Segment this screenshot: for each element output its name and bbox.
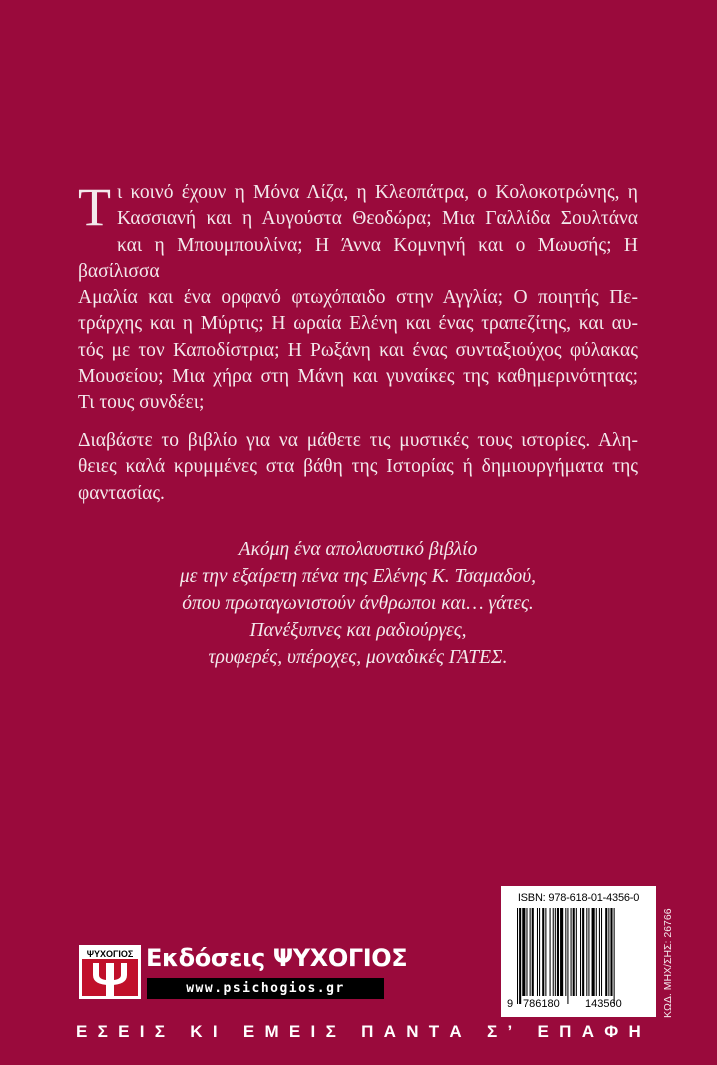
barcode-bar (580, 908, 581, 996)
barcode-bar (553, 908, 554, 996)
barcode-bar (555, 908, 556, 996)
text-line: θειες καλά κρυμμένες στα βάθη της Ιστορίας ή δημιουργήματα της (78, 456, 638, 478)
barcode-bar (614, 908, 615, 1004)
slogan-letter: Π (559, 1022, 572, 1041)
barcode-bar (601, 908, 602, 996)
slogan-letter (523, 1022, 528, 1042)
slogan-letter: Σ (154, 1022, 165, 1041)
text-line: Διαβάστε το βιβλίο για να μάθετε τις μυστικές τους ιστορίες. Αλη- (78, 430, 638, 451)
slogan-letter: Ε (76, 1022, 88, 1041)
barcode-bar (573, 908, 575, 996)
slogan-letter: Α (449, 1022, 462, 1041)
tagline-line: όπου πρωταγωνιστούν άνθρωποι και… γάτες. (182, 593, 534, 614)
barcode-bar (565, 908, 566, 996)
text-line: φαντασίας. (78, 482, 165, 504)
slogan-letter: Σ (487, 1022, 498, 1041)
barcode-digit-group-1: 786180 (523, 998, 560, 1010)
slogan-letter: Σ (97, 1022, 108, 1041)
barcode-bar (588, 908, 589, 996)
slogan-letter: Α (581, 1022, 594, 1041)
barcode-bar (539, 908, 540, 996)
slogan-letter (472, 1022, 477, 1042)
text-line: Μουσείου; Μια χήρα στη Μάνη και γυναίκες της καθημερινότητας; (78, 366, 638, 388)
slogan-letter: Μ (264, 1022, 279, 1041)
slogan-letter: Κ (190, 1022, 203, 1041)
text-line: Τι τους συνδέει; (78, 392, 205, 414)
barcode-bar (542, 908, 544, 996)
barcode-bar (532, 908, 534, 996)
slogan-letter: Ε (288, 1022, 301, 1041)
slogan-letter (346, 1022, 351, 1042)
barcode-bar (608, 908, 609, 996)
slogan-letter: Π (361, 1022, 374, 1041)
slogan-letter: Ι (310, 1022, 316, 1041)
barcode-bar (526, 908, 527, 996)
barcode-bar (592, 908, 595, 996)
publisher-name: Εκδόσεις ΨΥΧΟΓΙΟΣ (146, 944, 408, 972)
slogan-letter: ’ (507, 1022, 513, 1041)
barcode-bar (576, 908, 577, 996)
barcode-bar (582, 908, 584, 996)
barcode-bar (545, 908, 546, 996)
barcode-bar (530, 908, 531, 996)
text-line: Αμαλία και ένα ορφανό φτωχόπαιδο στην Αγγλία; Ο ποιητής Πε- (78, 287, 638, 309)
slogan-letter: Τ (428, 1022, 440, 1041)
tagline-line: Πανέξυπνες και ραδιούργες, (249, 620, 467, 641)
text-line: τός με τον Καποδίστρια; Η Ρωξάνη και ένας συνταξιούχος φύλακας (78, 339, 638, 361)
slogan-letter: Α (383, 1022, 396, 1041)
barcode-bar (586, 908, 587, 996)
barcode-bar (550, 908, 551, 996)
barcode-bar (567, 908, 568, 1004)
slogan-letter (175, 1022, 180, 1042)
tagline-line: Ακόμη ένα απολαυστικό βιβλίο (238, 539, 478, 560)
dropcap: T (78, 177, 111, 237)
slogan-letter: Ι (139, 1022, 145, 1041)
isbn-label: ISBN: 978-618-01-4356-0 (517, 892, 640, 904)
description-paragraph-2 (78, 428, 638, 507)
barcode-bar (610, 908, 612, 996)
barcode-bar (557, 908, 559, 996)
slogan-letter: Σ (325, 1022, 336, 1041)
tagline-line: με την εξαίρετη πένα της Ελένης Κ. Τσαμαδού, (179, 566, 537, 587)
slogan-letter: Ε (242, 1022, 255, 1041)
barcode-bar (605, 908, 607, 996)
tagline-line: τρυφερές, υπέροχες, μοναδικές ΓΑΤΕΣ. (208, 647, 508, 668)
vertical-code: ΚΩΔ. ΜΗΧ/ΣΗΣ: 26766 (662, 908, 674, 1018)
barcode (501, 886, 656, 1017)
barcode-bar (537, 908, 538, 996)
publisher-logo-icon (79, 945, 141, 999)
description-paragraph-1 (78, 177, 638, 417)
slogan-letter: Φ (604, 1022, 619, 1041)
barcode-bar (522, 908, 525, 996)
text-line: ι κοινό έχουν η Μόνα Λίζα, η Κλεοπάτρα, ο Κολοκοτρώνης, η (117, 182, 638, 203)
slogan-letter (228, 1022, 233, 1042)
barcode-bar (571, 908, 572, 996)
slogan-letter: Ε (537, 1022, 549, 1041)
barcode-bar (560, 908, 563, 996)
barcode-digit-first: 9 (507, 998, 514, 1010)
slogan-letter: Η (628, 1022, 641, 1041)
logo-text: ΨΥΧΟΓΙΟΣ (86, 949, 134, 959)
barcode-digit-group-2: 143560 (585, 998, 622, 1010)
barcode-bar (596, 908, 597, 996)
text-line: τράρχης και η Μύρτις; Η ωραία Ελένη και ένας τραπεζίτης, και αυ- (78, 313, 638, 335)
publisher-url: www.psichogios.gr (147, 978, 384, 999)
barcode-bar (599, 908, 600, 996)
text-line: και η Μπουμπουλίνα; Η Άννα Κομνηνή και ο Μωυσής; Η βασίλισσα (78, 234, 638, 282)
tagline-block (78, 536, 638, 671)
slogan (76, 1022, 641, 1042)
text-line: Κασσιανή και η Αυγούστα Θεοδώρα; Μια Γαλλίδα Σουλτάνα (117, 208, 638, 230)
slogan-letter: Ε (118, 1022, 130, 1041)
slogan-letter: Ν (406, 1022, 419, 1041)
barcode-bar (517, 908, 518, 1004)
barcode-digits (501, 998, 656, 1014)
slogan-letter: Ι (212, 1022, 218, 1041)
barcode-bar (519, 908, 521, 1004)
